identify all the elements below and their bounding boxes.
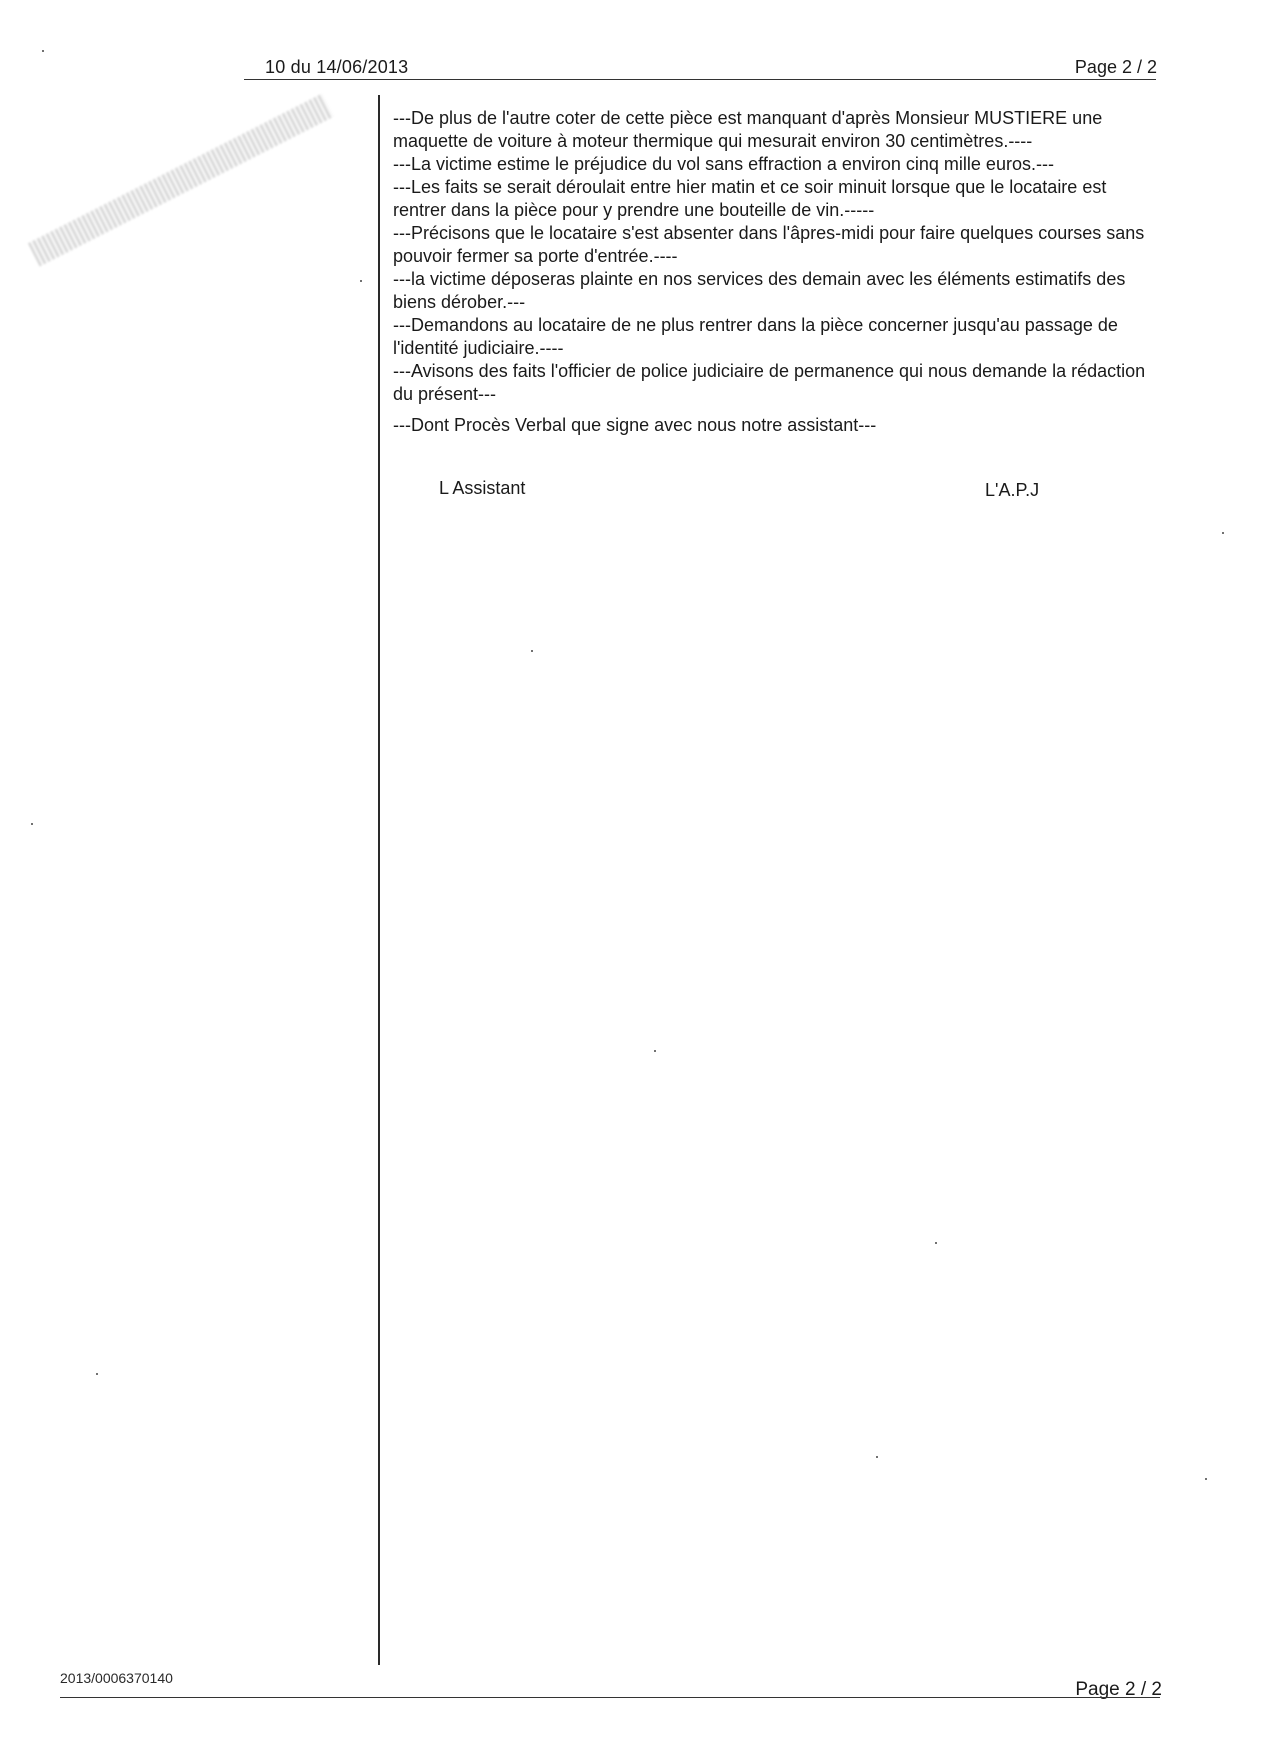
scan-speck xyxy=(31,823,33,825)
scan-smudge xyxy=(28,93,334,266)
report-body xyxy=(393,107,1163,437)
footer-page-number: Page 2 / 2 xyxy=(1075,1679,1162,1700)
scan-speck xyxy=(96,1373,98,1375)
header-page-number: Page 2 / 2 xyxy=(1074,57,1157,77)
header-rule xyxy=(244,79,1156,80)
scan-speck xyxy=(42,50,44,52)
signature-apj: L'A.P.J xyxy=(985,480,1040,500)
paragraph-closing: ---Dont Procès Verbal que signe avec nous notre assistant--- xyxy=(393,415,877,435)
footer-rule xyxy=(60,1697,1160,1698)
paragraph-missing-model: ---De plus de l'autre coter de cette pièce est manquant d'après Monsieur MUSTIERE une maquette de voiture à moteur thermique qui mesurait environ 30 centimètres.---- xyxy=(393,108,1103,151)
scan-speck xyxy=(654,1050,656,1052)
scan-speck xyxy=(1205,1478,1207,1480)
scan-speck xyxy=(360,280,362,282)
paragraph-timeline: ---Les faits se serait déroulait entre hier matin et ce soir minuit lorsque que le locataire est rentrer dans la pièce pour y prendre une bouteille de vin.----- xyxy=(393,177,1107,220)
footer-reference: 2013/0006370140 xyxy=(60,1670,173,1686)
signature-assistant: L Assistant xyxy=(439,478,526,498)
paragraph-access-restriction: ---Demandons au locataire de ne plus rentrer dans la pièce concerner jusqu'au passage de l'identité judiciaire.---- xyxy=(393,315,1118,358)
scan-speck xyxy=(531,650,533,652)
scan-speck xyxy=(935,1242,937,1244)
paragraph-damage-estimate: ---La victime estime le préjudice du vol sans effraction a environ cinq mille euros.--- xyxy=(393,154,1054,174)
left-margin-rule xyxy=(378,95,380,1665)
scan-speck xyxy=(1222,532,1224,534)
paragraph-officer-notified: ---Avisons des faits l'officier de police judiciaire de permanence qui nous demande la rédaction du présent--- xyxy=(393,361,1146,404)
header-reference: 10 du 14/06/2013 xyxy=(265,57,409,77)
paragraph-tenant-absence: ---Précisons que le locataire s'est absenter dans l'âpres-midi pour faire quelques courses sans pouvoir fermer sa porte d'entrée.---- xyxy=(393,223,1145,266)
scan-speck xyxy=(876,1456,878,1458)
paragraph-complaint: ---la victime déposeras plainte en nos services des demain avec les éléments estimatifs des biens dérober.--- xyxy=(393,269,1126,312)
